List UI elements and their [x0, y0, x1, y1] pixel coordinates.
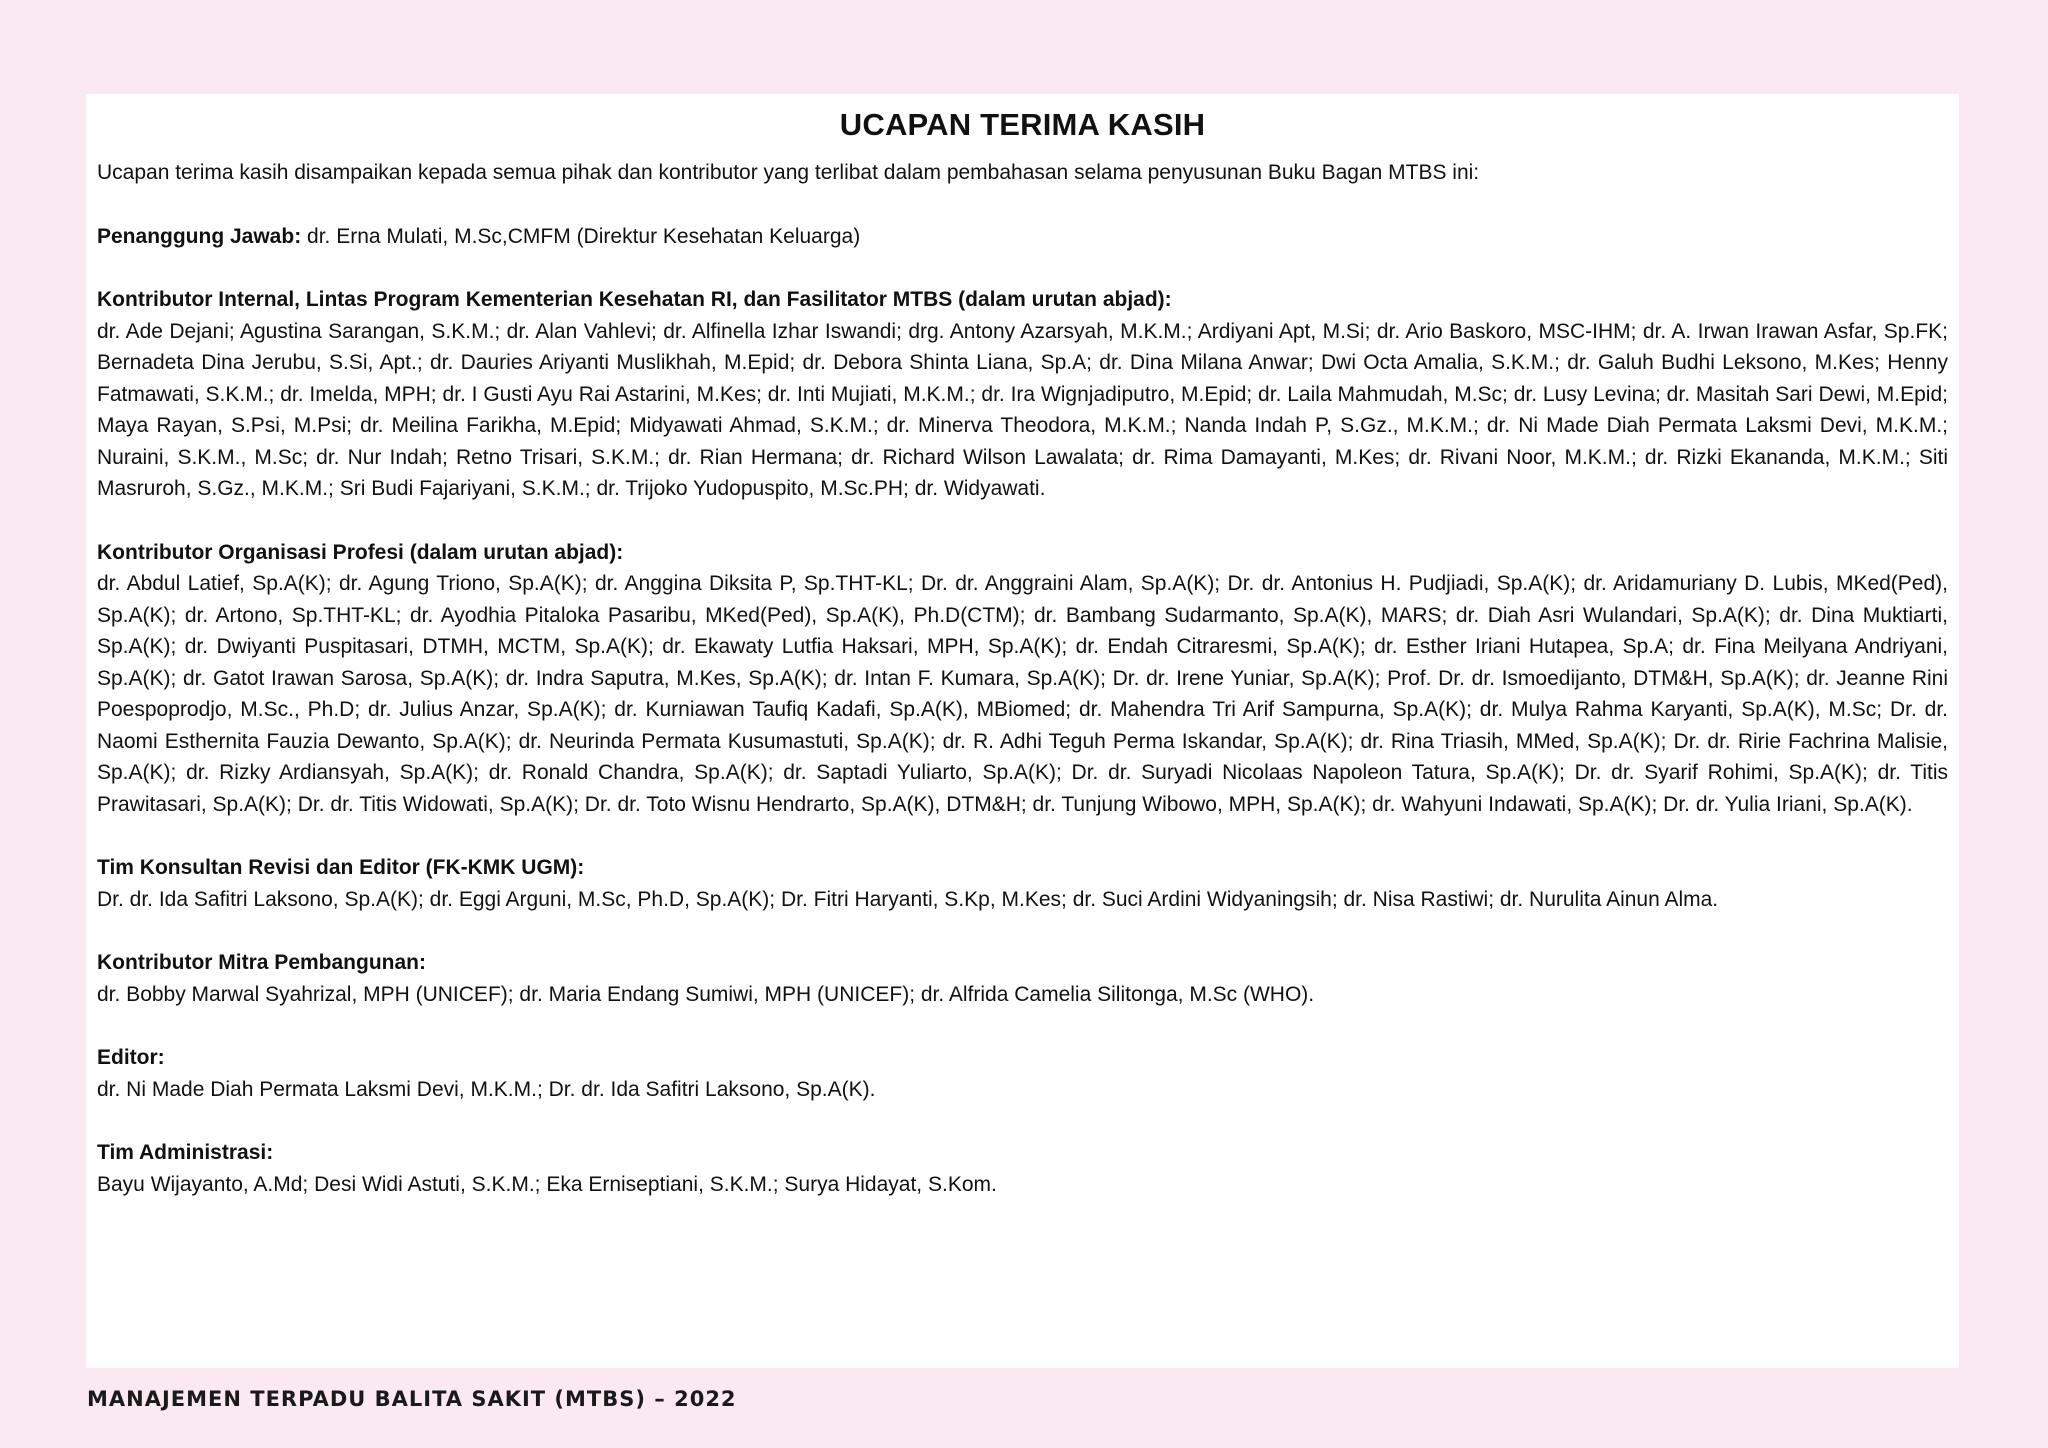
section-heading: Editor: — [97, 1046, 165, 1070]
section-body: dr. Bobby Marwal Syahrizal, MPH (UNICEF); dr. Maria Endang Sumiwi, MPH (UNICEF); dr. Alfrida Camelia Silitonga, M.Sc (WHO). — [97, 982, 1315, 1006]
section-body: dr. Ade Dejani; Agustina Sarangan, S.K.M.; dr. Alan Vahlevi; dr. Alfinella Izhar Iswandi; drg. Antony Azarsyah, M.K.M.; Ardiyani Apt, M.Si; dr. Ario Baskoro, MSC-IHM; dr. A. Irwan Irawan Asfar, Sp.FK; Bernadeta Dina Jerubu, S.Si, Apt.; dr. Dauries Ariyanti Muslikhah, M.Epid; dr. Debora Shinta Liana, Sp.A; dr. Dina Milana Anwar; Dwi Octa Amalia, S.K.M.; dr. Galuh Budhi Leksono, M.Kes; Henny Fatmawati, S.K.M.; dr. Imelda, MPH; dr. I Gusti Ayu Rai Astarini, M.Kes; dr. Inti Mujiati, M.K.M.; dr. Ira Wignjadiputro, M.Epid; dr. Laila Mahmudah, M.Sc; dr. Lusy Levina; dr. Masitah Sari Dewi, M.Epid; Maya Rayan, S.Psi, M.Psi; dr. Meilina Farikha, M.Epid; Midyawati Ahmad, S.K.M.; dr. Minerva Theodora, M.K.M.; Nanda Indah P, S.Gz., M.K.M.; dr. Ni Made Diah Permata Laksmi Devi, M.K.M.; Nuraini, S.K.M., M.Sc; dr. Nur Indah; Retno Trisari, S.K.M.; dr. Rian Hermana; dr. Richard Wilson Lawalata; dr. Rima Damayanti, M.Kes; dr. Rivani Noor, M.K.M.; dr. Rizki Ekananda, M.K.M.; Siti Masruroh, S.Gz., M.K.M.; Sri Budi Fajariyani, S.K.M.; dr. Trijoko Yudopuspito, M.Sc.PH; dr. Widyawati. — [97, 319, 1948, 501]
section-heading: Kontributor Mitra Pembangunan: — [97, 951, 426, 975]
section-body: Dr. dr. Ida Safitri Laksono, Sp.A(K); dr. Eggi Arguni, M.Sc, Ph.D, Sp.A(K); Dr. Fitri Haryanti, S.Kp, M.Kes; dr. Suci Ardini Widyaningsih; dr. Nisa Rastiwi; dr. Nurulita Ainun Alma. — [97, 887, 1719, 911]
page-footer: MANAJEMEN TERPADU BALITA SAKIT (MTBS) – 2022 — [87, 1387, 737, 1411]
section-heading: Kontributor Organisasi Profesi (dalam urutan abjad): — [97, 540, 624, 564]
page-title: UCAPAN TERIMA KASIH — [839, 107, 1206, 142]
section-penanggung-jawab — [97, 221, 1948, 253]
section-tim-administrasi — [97, 1137, 1948, 1200]
section-body: dr. Abdul Latief, Sp.A(K); dr. Agung Triono, Sp.A(K); dr. Anggina Diksita P, Sp.THT-KL; Dr. dr. Anggraini Alam, Sp.A(K); Dr. dr. Antonius H. Pudjiadi, Sp.A(K); dr. Aridamuriany D. Lubis, MKed(Ped), Sp.A(K); dr. Artono, Sp.THT-KL; dr. Ayodhia Pitaloka Pasaribu, MKed(Ped), Sp.A(K), Ph.D(CTM); dr. Bambang Sudarmanto, Sp.A(K), MARS; dr. Diah Asri Wulandari, Sp.A(K); dr. Dina Muktiarti, Sp.A(K); dr. Dwiyanti Puspitasari, DTMH, MCTM, Sp.A(K); dr. Ekawaty Lutfia Haksari, MPH, Sp.A(K); dr. Endah Citraresmi, Sp.A(K); dr. Esther Iriani Hutapea, Sp.A; dr. Fina Meilyana Andriyani, Sp.A(K); dr. Gatot Irawan Sarosa, Sp.A(K); dr. Indra Saputra, M.Kes, Sp.A(K); dr. Intan F. Kumara, Sp.A(K); Dr. dr. Irene Yuniar, Sp.A(K); Prof. Dr. dr. Ismoedijanto, DTM&H, Sp.A(K); dr. Jeanne Rini Poespoprodjo, M.Sc., Ph.D; dr. Julius Anzar, Sp.A(K); dr. Kurniawan Taufiq Kadafi, Sp.A(K), MBiomed; dr. Mahendra Tri Arif Sampurna, Sp.A(K); dr. Mulya Rahma Karyanti, Sp.A(K), M.Sc; Dr. dr. Naomi Esthernita Fauzia Dewanto, Sp.A(K); dr. Neurinda Permata Kusumastuti, Sp.A(K); dr. R. Adhi Teguh Perma Iskandar, Sp.A(K); dr. Rina Triasih, MMed, Sp.A(K); Dr. dr. Ririe Fachrina Malisie, Sp.A(K); dr. Rizky Ardiansyah, Sp.A(K); dr. Ronald Chandra, Sp.A(K); dr. Saptadi Yuliarto, Sp.A(K); Dr. dr. Suryadi Nicolaas Napoleon Tatura, Sp.A(K); Dr. dr. Syarif Rohimi, Sp.A(K); dr. Titis Prawitasari, Sp.A(K); Dr. dr. Titis Widowati, Sp.A(K); Dr. dr. Toto Wisnu Hendrarto, Sp.A(K), DTM&H; dr. Tunjung Wibowo, MPH, Sp.A(K); dr. Wahyuni Indawati, Sp.A(K); Dr. dr. Yulia Iriani, Sp.A(K). — [97, 572, 1948, 816]
section-kontributor-internal — [97, 284, 1948, 505]
section-body: Bayu Wijayanto, A.Md; Desi Widi Astuti, S.K.M.; Eka Erniseptiani, S.K.M.; Surya Hidayat, S.Kom. — [97, 1172, 997, 1196]
intro-paragraph: Ucapan terima kasih disampaikan kepada semua pihak dan kontributor yang terlibat dalam pembahasan selama penyusunan Buku Bagan MTBS ini: — [97, 161, 1480, 185]
section-heading: Kontributor Internal, Lintas Program Kementerian Kesehatan RI, dan Fasilitator MTBS (dalam urutan abjad): — [97, 288, 1172, 312]
section-body: dr. Ni Made Diah Permata Laksmi Devi, M.K.M.; Dr. dr. Ida Safitri Laksono, Sp.A(K). — [97, 1077, 876, 1101]
section-mitra-pembangunan — [97, 947, 1948, 1010]
section-heading: Tim Administrasi: — [97, 1141, 274, 1165]
section-tim-konsultan — [97, 852, 1948, 915]
section-heading: Tim Konsultan Revisi dan Editor (FK-KMK UGM): — [97, 856, 585, 880]
document-page — [86, 94, 1959, 1368]
section-editor — [97, 1042, 1948, 1105]
section-organisasi-profesi — [97, 537, 1948, 821]
penanggung-jawab-label: Penanggung Jawab: — [97, 224, 302, 248]
penanggung-jawab-value: dr. Erna Mulati, M.Sc,CMFM (Direktur Kesehatan Keluarga) — [301, 224, 861, 248]
